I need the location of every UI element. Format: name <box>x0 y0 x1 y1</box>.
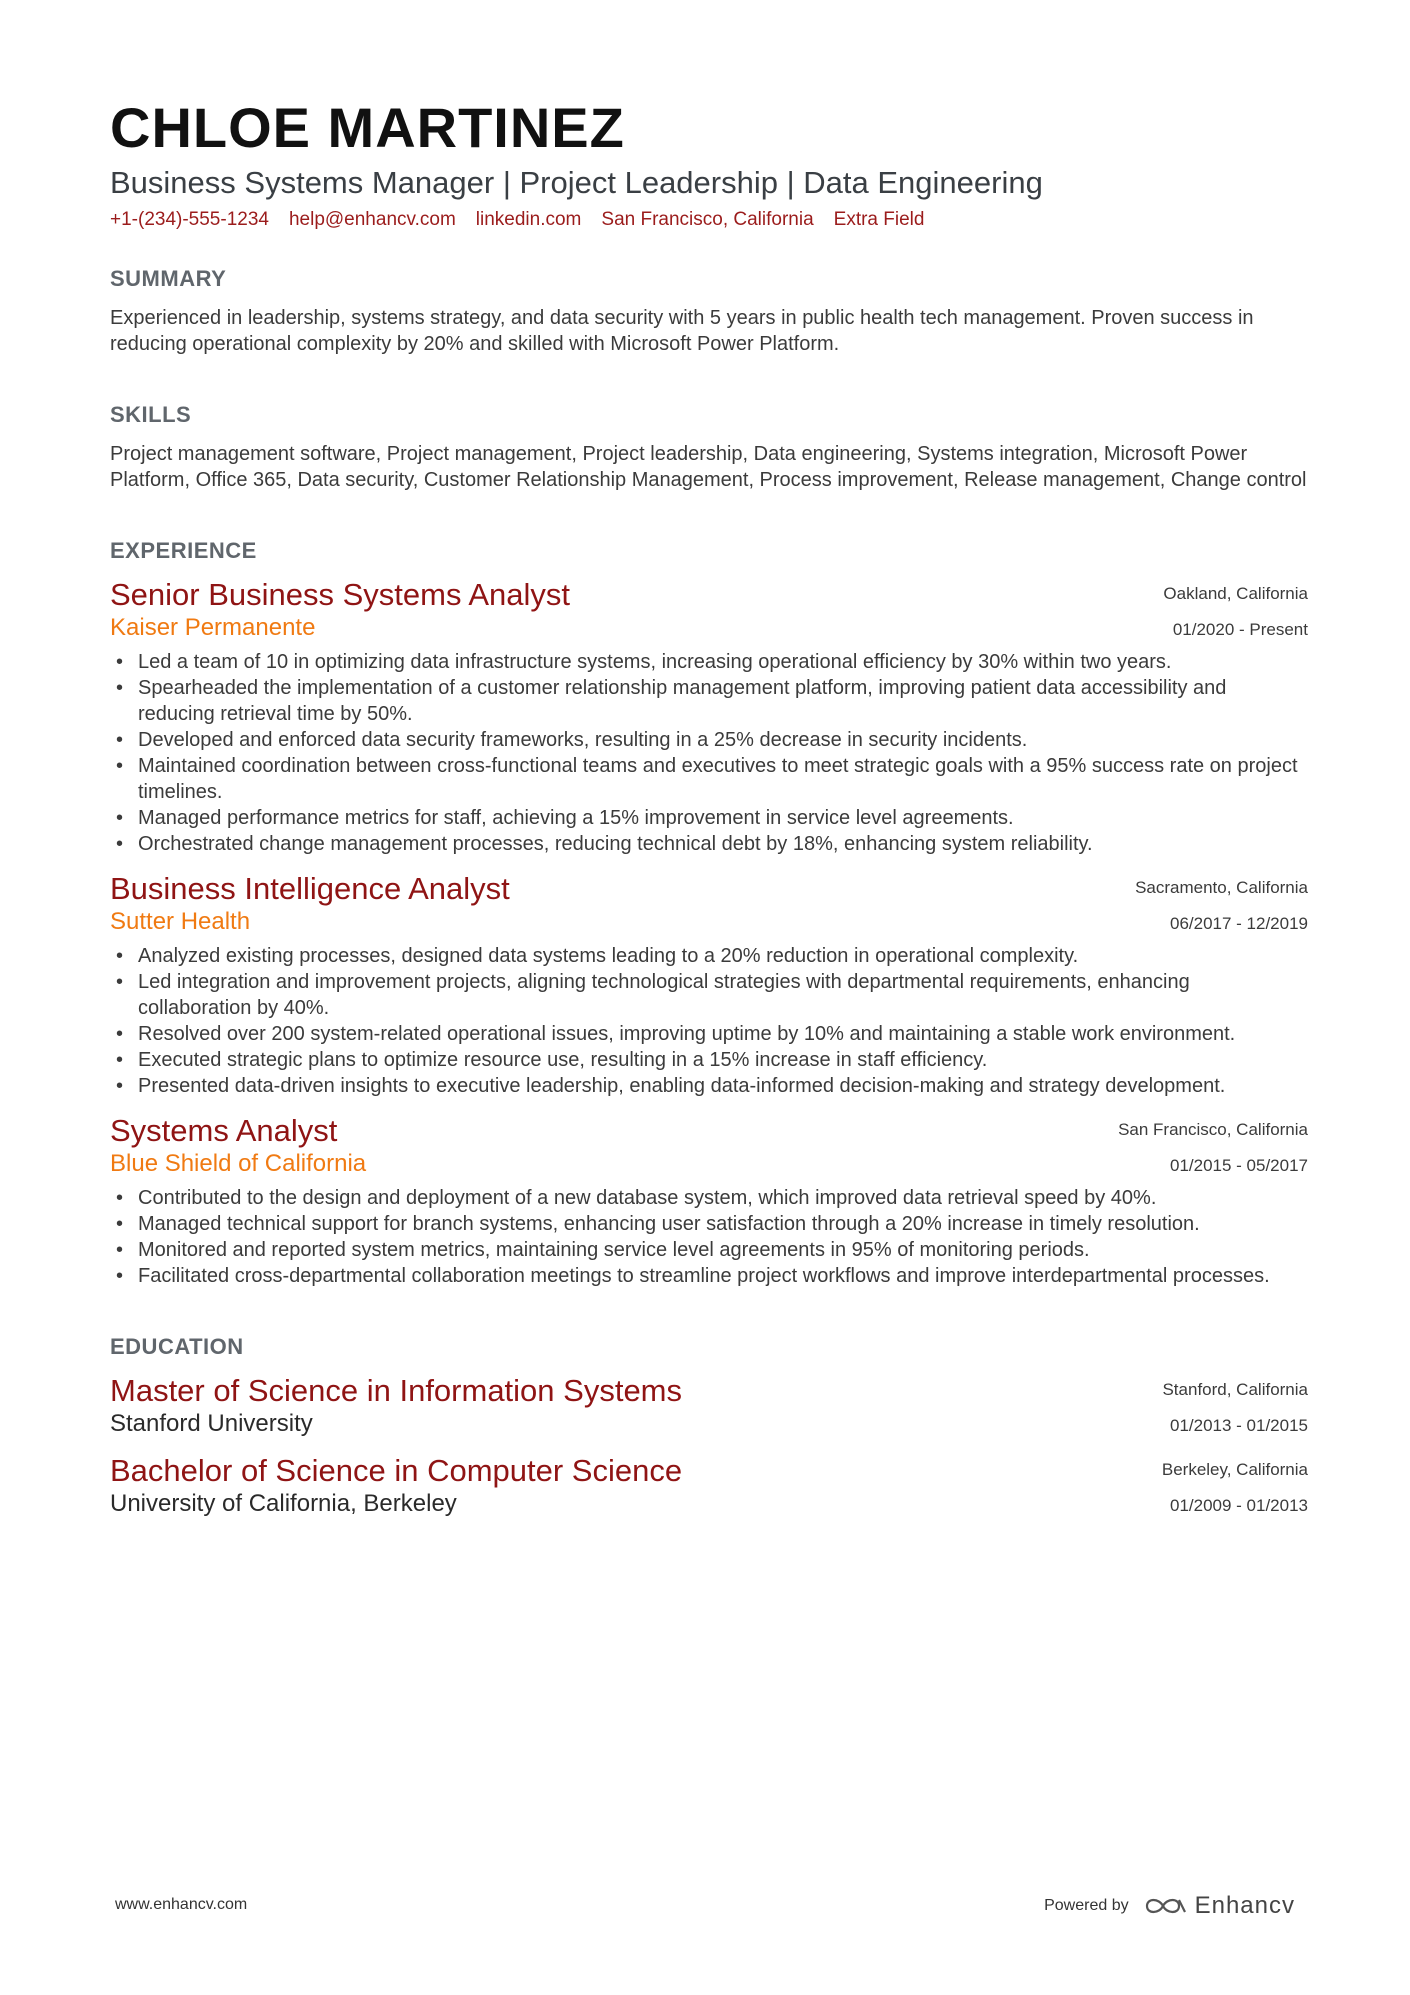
job-dates: 06/2017 - 12/2019 <box>1169 914 1308 933</box>
job-location: Sacramento, California <box>1135 878 1308 897</box>
bullet-item: • Orchestrated change management processes, reducing technical debt by 18%, enhancing system reliability. <box>110 831 1308 857</box>
bullet-item: • Managed technical support for branch systems, enhancing user satisfaction through a 20% increase in timely resolution. <box>110 1211 1308 1237</box>
contact-bar <box>110 207 1308 233</box>
contact-email[interactable]: help@enhancv.com <box>288 209 456 230</box>
bullet-item: • Spearheaded the implementation of a customer relationship management platform, improving patient data accessibility and reducing retrieval time by 50%. <box>110 675 1308 727</box>
contact-phone[interactable]: +1-(234)-555-1234 <box>110 209 269 230</box>
bullet-item: • Executed strategic plans to optimize resource use, resulting in a 15% increase in staff efficiency. <box>110 1047 1308 1073</box>
bullet-item: • Facilitated cross-departmental collaboration meetings to streamline project workflows and improve interdepartmental processes. <box>110 1263 1308 1289</box>
bullet-item: • Led integration and improvement projects, aligning technological strategies with departmental requirements, enhancing collaboration by 40%. <box>110 969 1308 1021</box>
job-bullets <box>110 943 1308 1099</box>
summary-text: Experienced in leadership, systems strategy, and data security with 5 years in public health tech management. Proven success in reducing operational complexity by 20% and skilled with Microsoft Power Platform. <box>110 307 1254 355</box>
contact-extra-field: Extra Field <box>833 209 925 230</box>
education-heading: EDUCATION <box>110 1334 244 1359</box>
job-dates: 01/2015 - 05/2017 <box>1169 1156 1308 1175</box>
page-footer <box>115 1892 1295 1922</box>
bullet-item: • Resolved over 200 system-related operational issues, improving uptime by 10% and maintaining a stable work environment. <box>110 1021 1308 1047</box>
education-entry <box>110 1373 1308 1439</box>
contact-location: San Francisco, California <box>601 209 814 230</box>
education-dates: 01/2013 - 01/2015 <box>1169 1416 1308 1435</box>
education-dates: 01/2009 - 01/2013 <box>1169 1496 1308 1515</box>
experience-entry <box>110 1113 1308 1289</box>
experience-heading: EXPERIENCE <box>110 538 257 563</box>
company-name: Blue Shield of California <box>110 1150 367 1177</box>
degree-title: Master of Science in Information Systems <box>110 1373 683 1408</box>
job-bullets <box>110 1185 1308 1289</box>
job-dates: 01/2020 - Present <box>1172 620 1308 639</box>
skills-heading: SKILLS <box>110 402 192 427</box>
skills-text: Project management software, Project management, Project leadership, Data engineering, Systems integration, Microsoft Power Platform, Office 365, Data security, Customer Relationship Management, Process improvement, Release management, Change control <box>110 443 1307 491</box>
job-title: Business Intelligence Analyst <box>110 871 510 906</box>
job-bullets <box>110 649 1308 857</box>
education-entry <box>110 1453 1308 1519</box>
experience-list <box>110 577 1308 1289</box>
company-name: Kaiser Permanente <box>110 614 316 641</box>
school-location: Berkeley, California <box>1161 1460 1308 1479</box>
resume-page <box>110 95 1308 1519</box>
enhancv-brand[interactable] <box>1143 1892 1295 1920</box>
bullet-item: • Developed and enforced data security frameworks, resulting in a 25% decrease in security incidents. <box>110 727 1308 753</box>
footer-branding <box>1044 1892 1295 1920</box>
education-list <box>110 1373 1308 1519</box>
job-location: San Francisco, California <box>1118 1120 1308 1139</box>
contact-linkedin[interactable]: linkedin.com <box>475 209 582 230</box>
enhancv-logo-icon <box>1143 1894 1187 1918</box>
job-title: Systems Analyst <box>110 1113 338 1148</box>
degree-title: Bachelor of Science in Computer Science <box>110 1453 683 1488</box>
bullet-item: • Analyzed existing processes, designed data systems leading to a 20% reduction in operational complexity. <box>110 943 1308 969</box>
school-name: University of California, Berkeley <box>110 1490 457 1517</box>
bullet-item: • Maintained coordination between cross-functional teams and executives to meet strategic goals with a 95% success rate on project timelines. <box>110 753 1308 805</box>
bullet-item: • Monitored and reported system metrics, maintaining service level agreements in 95% of monitoring periods. <box>110 1237 1308 1263</box>
bullet-item: • Contributed to the design and deployment of a new database system, which improved data retrieval speed by 40%. <box>110 1185 1308 1211</box>
school-location: Stanford, California <box>1162 1380 1308 1399</box>
bullet-item: • Managed performance metrics for staff, achieving a 15% improvement in service level agreements. <box>110 805 1308 831</box>
bullet-item: • Led a team of 10 in optimizing data infrastructure systems, increasing operational efficiency by 30% within two years. <box>110 649 1308 675</box>
summary-heading: SUMMARY <box>110 266 227 291</box>
experience-entry <box>110 871 1308 1099</box>
bullet-item: • Presented data-driven insights to executive leadership, enabling data-informed decision-making and strategy development. <box>110 1073 1308 1099</box>
candidate-name: CHLOE MARTINEZ <box>110 96 625 159</box>
job-location: Oakland, California <box>1163 584 1308 603</box>
powered-by-label: Powered by <box>1044 1897 1129 1914</box>
experience-entry <box>110 577 1308 857</box>
school-name: Stanford University <box>110 1410 313 1437</box>
headline: Business Systems Manager | Project Leadership | Data Engineering <box>110 165 1043 200</box>
company-name: Sutter Health <box>110 908 251 935</box>
footer-url[interactable]: www.enhancv.com <box>115 1896 248 1913</box>
job-title: Senior Business Systems Analyst <box>110 577 571 612</box>
brand-name: Enhancv <box>1194 1892 1295 1919</box>
